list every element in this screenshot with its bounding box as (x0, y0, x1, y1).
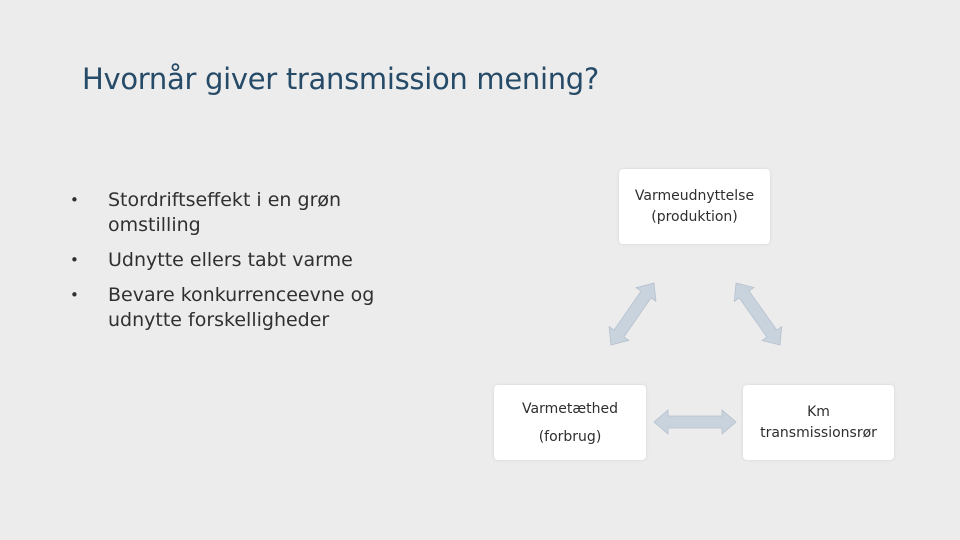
bullet-text: Udnytte ellers tabt varme (108, 249, 353, 271)
box-heat-utilization (619, 169, 770, 244)
box-sublabel: (forbrug) (538, 428, 602, 445)
bullet-marker: • (70, 251, 79, 269)
double-arrow-icon (609, 283, 656, 345)
box-heat-density (494, 385, 646, 460)
bullet-marker: • (70, 191, 79, 209)
bullet-text: Stordriftseffekt i en grøn omstilling (108, 189, 342, 236)
bullet-marker: • (70, 286, 79, 304)
box-sublabel: transmissionsrør (760, 424, 877, 441)
double-arrow-icon (654, 410, 736, 434)
double-arrow-icon (734, 283, 781, 345)
box-sublabel: (produktion) (651, 208, 738, 225)
box-km-pipe (743, 385, 894, 460)
bullet-text: Bevare konkurrenceevne og udnytte forskelligheder (108, 284, 375, 331)
slide-title: Hvornår giver transmission mening? (82, 62, 600, 96)
box-label: Varmeudnyttelse (634, 187, 755, 204)
box-label: Varmetæthed (522, 400, 618, 417)
box-label: Km (807, 403, 830, 420)
